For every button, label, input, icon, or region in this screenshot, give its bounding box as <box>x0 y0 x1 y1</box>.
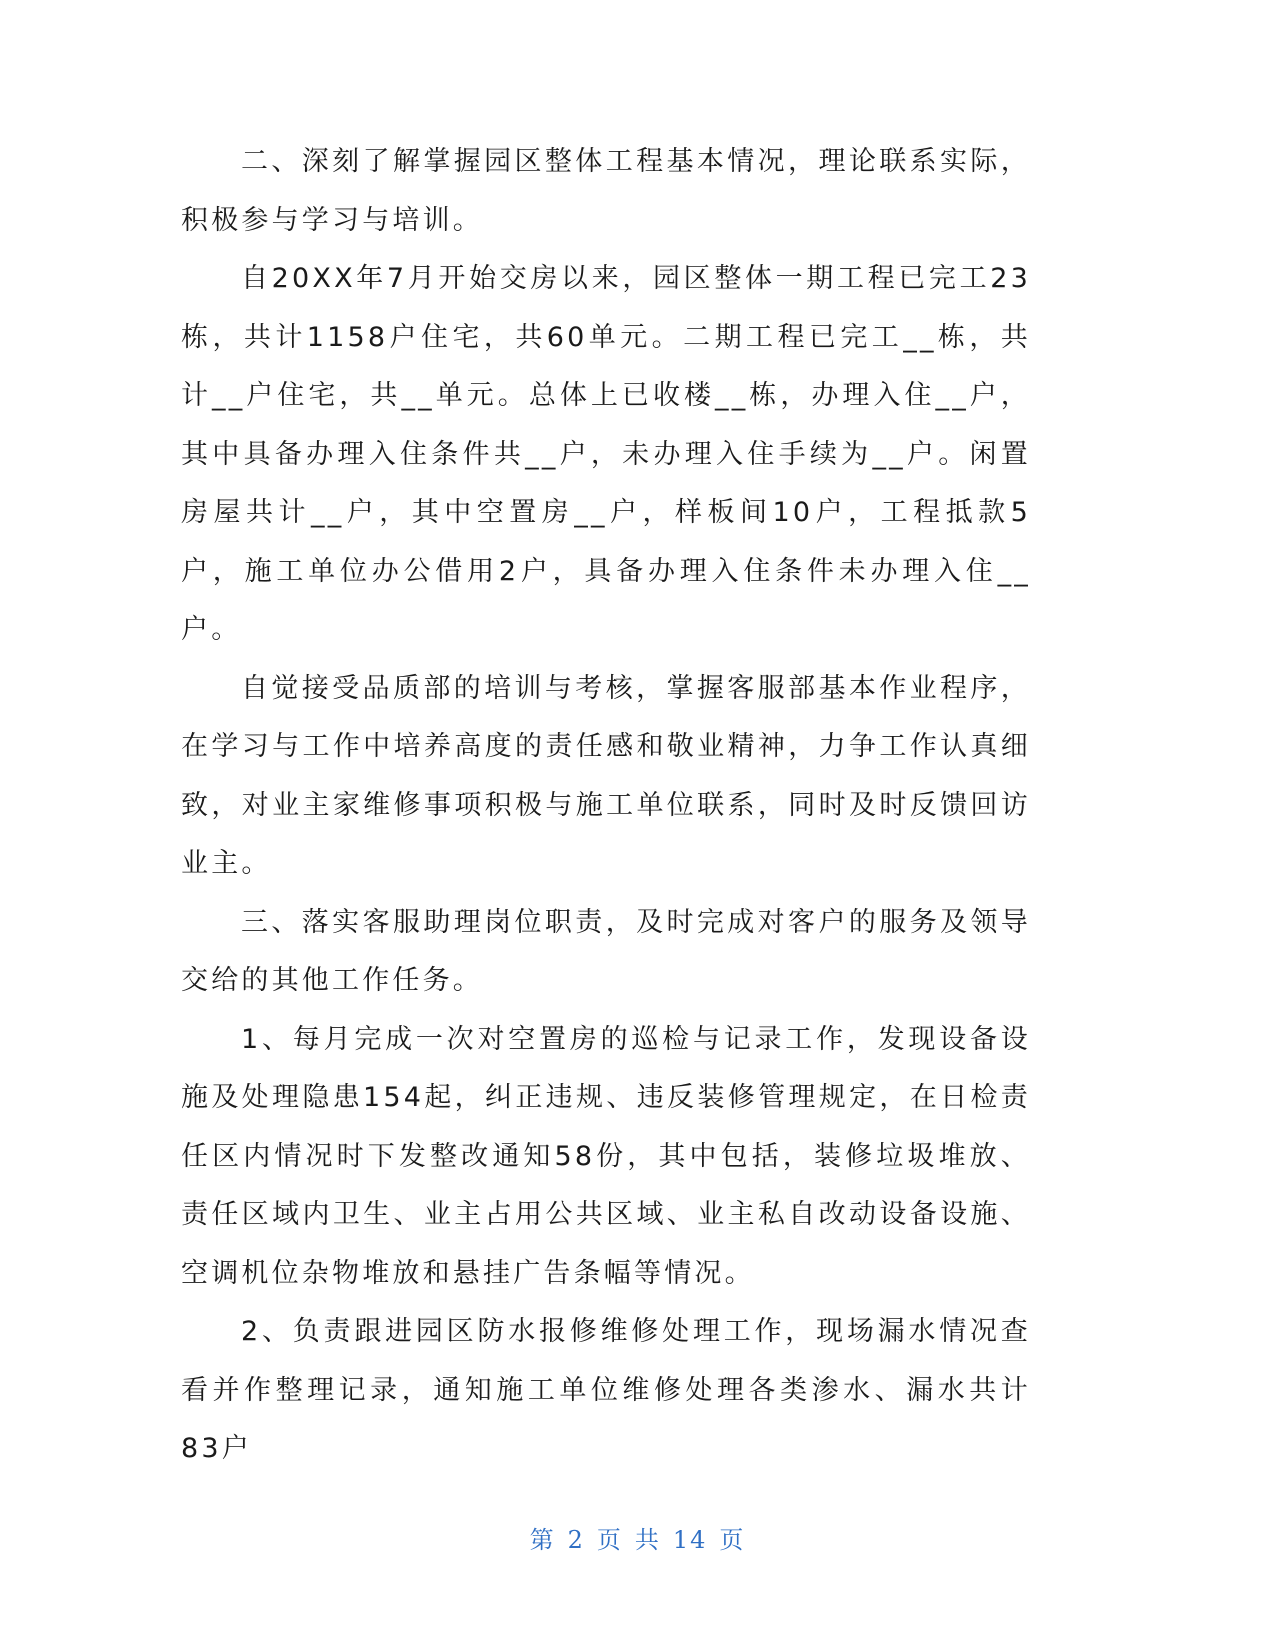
footer-suffix: 页 <box>719 1526 746 1554</box>
paragraph-item-one: 1、每月完成一次对空置房的巡检与记录工作，发现设备设施及处理隐患154起，纠正违规、违反装修管理规定，在日检责任区内情况时下发整改通知58份，其中包括，装修垃圾堆放、责任区域内卫生、业主占用公共区域、业主私自改动设备设施、空调机位杂物堆放和悬挂广告条幅等情况。 <box>181 1023 1031 1289</box>
footer-total-pages: 14 <box>672 1526 708 1554</box>
paragraph-training: 自觉接受品质部的培训与考核，掌握客服部基本作业程序，在学习与工作中培养高度的责任感和敬业精神，力争工作认真细致，对业主家维修事项积极与施工单位联系，同时及时反馈回访业主。 <box>181 672 1031 879</box>
paragraph-section-two-heading: 二、深刻了解掌握园区整体工程基本情况，理论联系实际，积极参与学习与培训。 <box>181 146 1031 236</box>
footer-total-word: 共 <box>634 1526 661 1554</box>
paragraph-section-three-heading: 三、落实客服助理岗位职责，及时完成对客户的服务及领导交给的其他工作任务。 <box>181 906 1031 996</box>
document-body <box>181 133 1031 1479</box>
page-footer <box>0 1520 1275 1555</box>
footer-prefix: 第 <box>529 1526 556 1554</box>
footer-current-page: 2 <box>567 1526 585 1554</box>
paragraph-item-two: 2、负责跟进园区防水报修维修处理工作，现场漏水情况查看并作整理记录，通知施工单位维修处理各类渗水、漏水共计83户 <box>181 1316 1031 1464</box>
footer-page-word: 页 <box>596 1526 623 1554</box>
paragraph-handover-stats: 自20XX年7月开始交房以来，园区整体一期工程已完工23栋，共计1158户住宅，共60单元。二期工程已完工__栋，共计__户住宅，共__单元。总体上已收楼__栋，办理入住__户，其中具备办理入住条件共__户，未办理入住手续为__户。闲置房屋共计__户，其中空置房__户，样板间10户，工程抵款5户，施工单位办公借用2户，具备办理入住条件未办理入住__户。 <box>181 263 1031 645</box>
